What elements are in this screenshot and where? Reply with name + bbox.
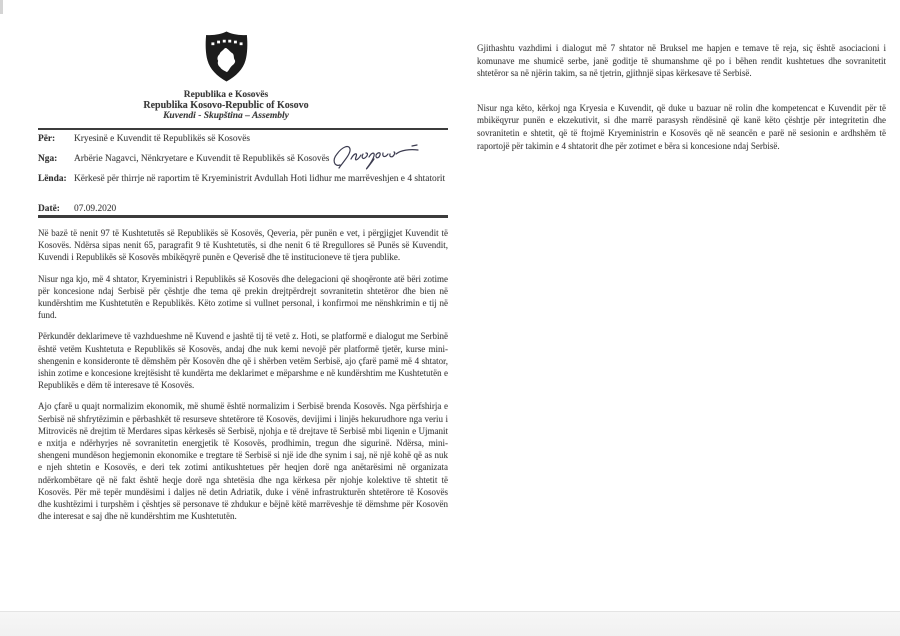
left-paragraph-2: Nisur nga kjo, më 4 shtator, Kryeministri i Republikës së Kosovës dhe delegacioni që shoqëronte atë bëri zotime për koncesione ndaj Serbisë për çështje dhe tema që prekin drejtpërdrejt sovranitetin shtetëror dhe bien në kundërshtim me Kushtetutën e Republikës. Këto zotime si vullnet personal, i konfirmoi me nënshkrimin e tij në fund. xyxy=(38,273,448,321)
document-header xyxy=(38,30,414,122)
right-paragraph-2: Nisur nga këto, kërkoj nga Kryesia e Kuvendit, që duke u bazuar në rolin dhe kompetencat e Kuvendit për të mbikëqyrur punën e ekzekutivit, si dhe marrë parasysh rëndësinë që kanë këto çështje për integritetin dhe sovranitetin e shtetit, që të ftojmë Kryeministrin e Kosovës që në seancën e parë në sesionin e ardhshëm të raportojë për takimin e 4 shtatorit dhe për zotimet e bëra si koncesione ndaj Serbisë. xyxy=(477,102,886,151)
header-title-assembly: Kuvendi - Skupština – Assembly xyxy=(163,111,289,121)
field-label-per: Për: xyxy=(38,134,56,144)
field-row-lenda xyxy=(38,173,448,185)
left-paragraph-1: Në bazë të nenit 97 të Kushtetutës së Republikës së Kosovës, Qeveria, për punën e vet, i përgjigjet Kuvendit të Kosovës. Ndërsa sipas nenit 65, paragrafit 9 të Kushtetutës, si dhe nenit 6 të Rregullores së Punës së Kuvendit, Kuvendi i Republikës së Kosovës mbikëqyrë punën e Qeverisë dhe të institucioneve të tjera publike. xyxy=(38,228,448,263)
handwritten-signature-icon xyxy=(330,140,422,170)
field-label-nga: Nga: xyxy=(38,154,58,164)
kosovo-coat-of-arms-icon xyxy=(203,30,250,84)
left-paragraph-4: Ajo çfarë u quajt normalizim ekonomik, më shumë është normalizim i Serbisë brenda Kosovës. Nga përfshirja e Serbisë në shfrytëzimin e përbashkët të resurseve shtetërore të Kosovës, devijimi i linjës hekurudhore nga veriu i Mitrovicës në drejtim të Merdares sipas kërkesës së Serbisë, njohja e të drejtave të Serbisë mbi liqenin e Ujmanit e nxitja e ndërhyrjes në sovranitetin energjetik të Kosovës, prodhimin, tregun dhe sigurinë. Ndërsa, mini-shengeni mundëson hegjemonin ekonomike e tregtare të Serbisë si një ide dhe synim i saj, në një kohë që as nuk e njeh shtetin e Kosovës, e deri tek zotimi antikushtetues për heqjen dorë nga anëtarësimi në organizata ndërkombëtare që në fakt është heqje dorë nga shtetësia dhe nga kërkesa për njohje kolektive të shtetit të Kosovës. Për më tepër mundësimi i daljes në detin Adriatik, duke i vënë infrastrukturën shtetërore të Kosovës dhe kushtëzimi i turpshëm i çështjes së personave të zhdukur e bëjnë këtë marrëveshje të dëmshme për Kosovën dhe interesat e saj dhe në kundërshtim me Kushtetutën. xyxy=(38,401,448,522)
field-value-date: 07.09.2020 xyxy=(74,203,212,217)
right-paragraph-1: Gjithashtu vazhdimi i dialogut më 7 shtator në Bruksel me hapjen e temave të reja, siç është asociacioni i komunave me shumicë serbe, janë goditje të shumanshme që po i bëhen rendit kushtetues dhe sovranitetit shtetëror sa në njërin takim, sa në tjetrin, gjithnjë sipas kërkesave të Serbisë. xyxy=(477,43,886,79)
header-title-bilingual: Republika Kosovo-Republic of Kosovo xyxy=(143,99,309,111)
left-paragraph-3: Përkundër deklarimeve të vazhdueshme në Kuvend e jashtë tij të vetë z. Hoti, se platformë e dialogut me Serbinë është vetëm Kushtetuta e Republikës së Kosovës, andaj dhe nuk kemi nevojë për platformë tjetër, kurse mini-shengenin e konsideronte të dëmshëm për Kosovën dhe që i shërben vetëm Serbisë, ajo çfarë pamë më 4 shtator, ishin zotime e koncesione krejtësisht të kundërta me deklarimet e mëparshme e në kundërshtim me Kushtetutën e Republikës e dëm të interesave të Kosovës. xyxy=(38,331,448,391)
field-value-lenda: Kërkesë për thirrje në raportim të Kryeministrit Avdullah Hoti lidhur me marrëveshjen e 4 shtatorit xyxy=(74,174,446,184)
page-bottom-edge xyxy=(0,611,900,636)
field-value-nga: Arbërie Nagavci, Nënkryetare e Kuvendit të Republikës së Kosovës xyxy=(74,154,330,164)
field-label-date: Datë: xyxy=(38,204,60,214)
field-value-per: Kryesinë e Kuvendit të Republikës së Kosovës xyxy=(74,134,251,144)
divider-top xyxy=(38,128,448,130)
divider-bottom xyxy=(38,215,448,218)
scan-artifact xyxy=(0,0,3,14)
left-column xyxy=(38,227,448,531)
field-label-lenda: Lënda: xyxy=(38,174,67,184)
right-column xyxy=(477,42,886,174)
header-title-albanian: Republika e Kosovës xyxy=(183,90,269,100)
